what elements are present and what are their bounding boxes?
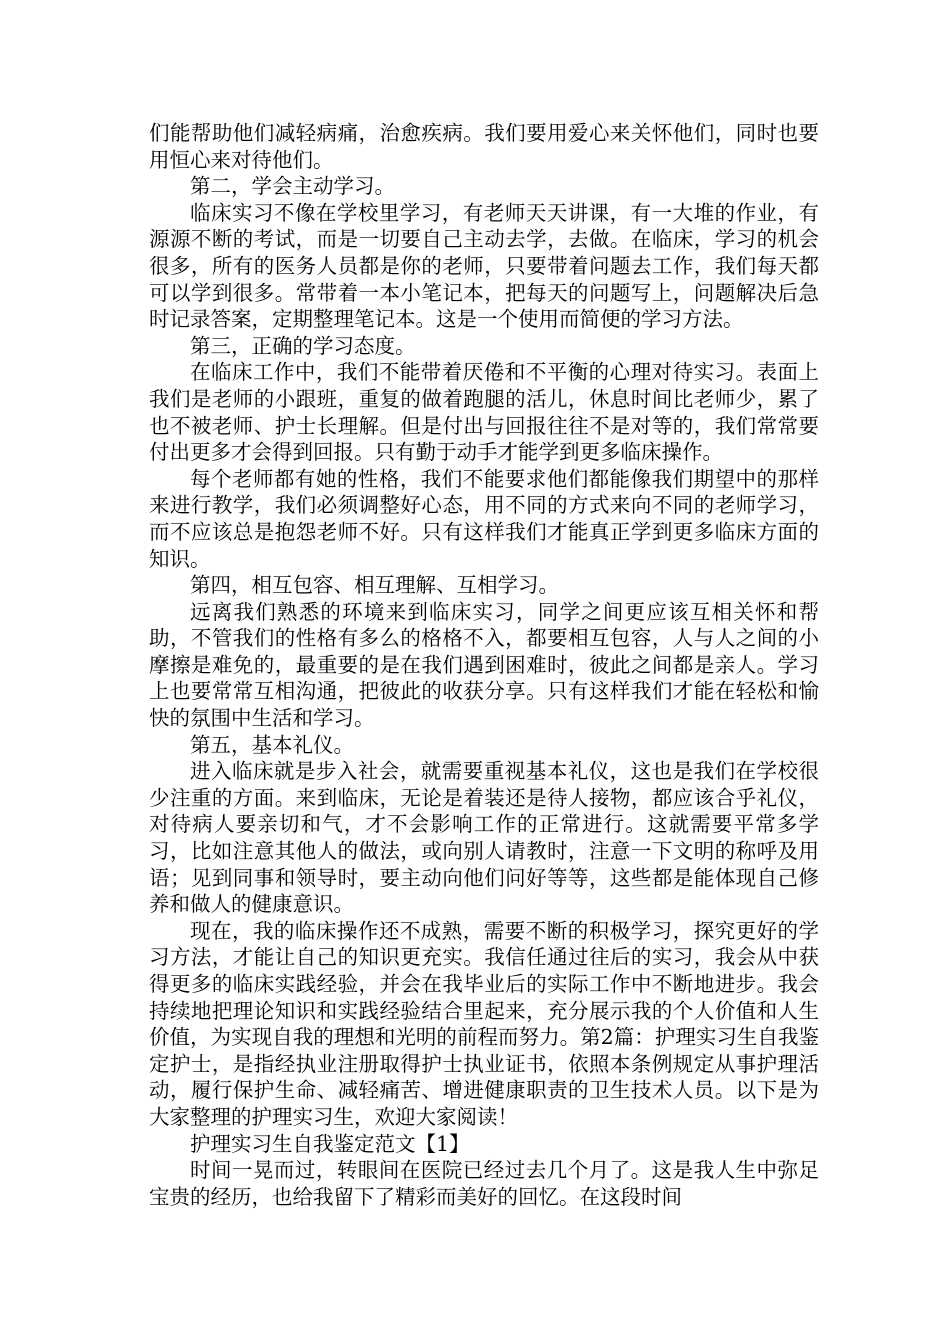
document-body — [149, 120, 819, 1210]
paragraph-active-learning: 临床实习不像在学校里学习，有老师天天讲课，有一大堆的作业，有源源不断的考试，而是一切要自己主动去学，去做。在临床，学习的机会很多，所有的医务人员都是你的老师，只要带着问题去工作，我们每天都可以学到很多。常带着一本小笔记本，把每天的问题写上，问题解决后急时记录答案，定期整理笔记本。这是一个使用而简便的学习方法。 — [149, 200, 819, 332]
paragraph-etiquette: 进入临床就是步入社会，就需要重视基本礼仪，这也是我们在学校很少注重的方面。来到临床，无论是着装还是待人接物，都应该合乎礼仪，对待病人要亲切和气，才不会影响工作的正常进行。这就需要平常多学习，比如注意其他人的做法，或向别人请教时，注意一下文明的称呼及用语；见到同事和领导时，要主动向他们问好等等，这些都是能体现自己修养和做人的健康意识。 — [149, 759, 819, 917]
paragraph-conclusion: 现在，我的临床操作还不成熟，需要不断的积极学习，探究更好的学习方法，才能让自己的知识更充实。我信任通过往后的实习，我会从中获得更多的临床实践经验，并会在我毕业后的实际工作中不断地进步。我会持续地把理论知识和实践经验结合里起来，充分展示我的个人价值和人生价值，为实现自我的理想和光明的前程而努力。第2篇：护理实习生自我鉴定护士，是指经执业注册取得护士执业证书，依照本条例规定从事护理活动，履行保护生命、减轻痛苦、增进健康职责的卫生技术人员。以下是为大家整理的护理实习生，欢迎大家阅读！ — [149, 918, 819, 1129]
heading-third-point: 第三，正确的学习态度。 — [190, 333, 416, 358]
paragraph-attitude: 在临床工作中，我们不能带着厌倦和不平衡的心理对待实习。表面上我们是老师的小跟班，重复的做着跑腿的活儿，休息时间比老师少，累了也不被老师、护士长理解。但是付出与回报往往不是对等的，我们常常要付出更多才会得到回报。只有勤于动手才能学到更多临床操作。 — [149, 360, 819, 465]
heading-sample-essay: 护理实习生自我鉴定范文【1】 — [190, 1131, 470, 1156]
heading-second-point: 第二，学会主动学习。 — [190, 174, 395, 199]
heading-fourth-point: 第四，相互包容、相互理解、互相学习。 — [190, 573, 559, 598]
heading-fifth-point: 第五，基本礼仪。 — [190, 732, 354, 757]
paragraph-continuation: 们能帮助他们减轻病痛，治愈疾病。我们要用爱心来关怀他们，同时也要用恒心来对待他们。 — [149, 121, 819, 172]
paragraph-tolerance: 远离我们熟悉的环境来到临床实习，同学之间更应该互相关怀和帮助，不管我们的性格有多么的格格不入，都要相互包容，人与人之间的小摩擦是难免的，最重要的是在我们遇到困难时，彼此之间都是亲人。学习上也要常常互相沟通，把彼此的收获分享。只有这样我们才能在轻松和愉快的氛围中生活和学习。 — [149, 599, 819, 731]
paragraph-sample-start: 时间一晃而过，转眼间在医院已经过去几个月了。这是我人生中弥足宝贵的经历，也给我留下了精彩而美好的回忆。在这段时间 — [149, 1158, 819, 1209]
paragraph-teachers: 每个老师都有她的性格，我们不能要求他们都能像我们期望中的那样来进行教学，我们必须调整好心态，用不同的方式来向不同的老师学习，而不应该总是抱怨老师不好。只有这样我们才能真正学到更多临床方面的知识。 — [149, 466, 819, 571]
